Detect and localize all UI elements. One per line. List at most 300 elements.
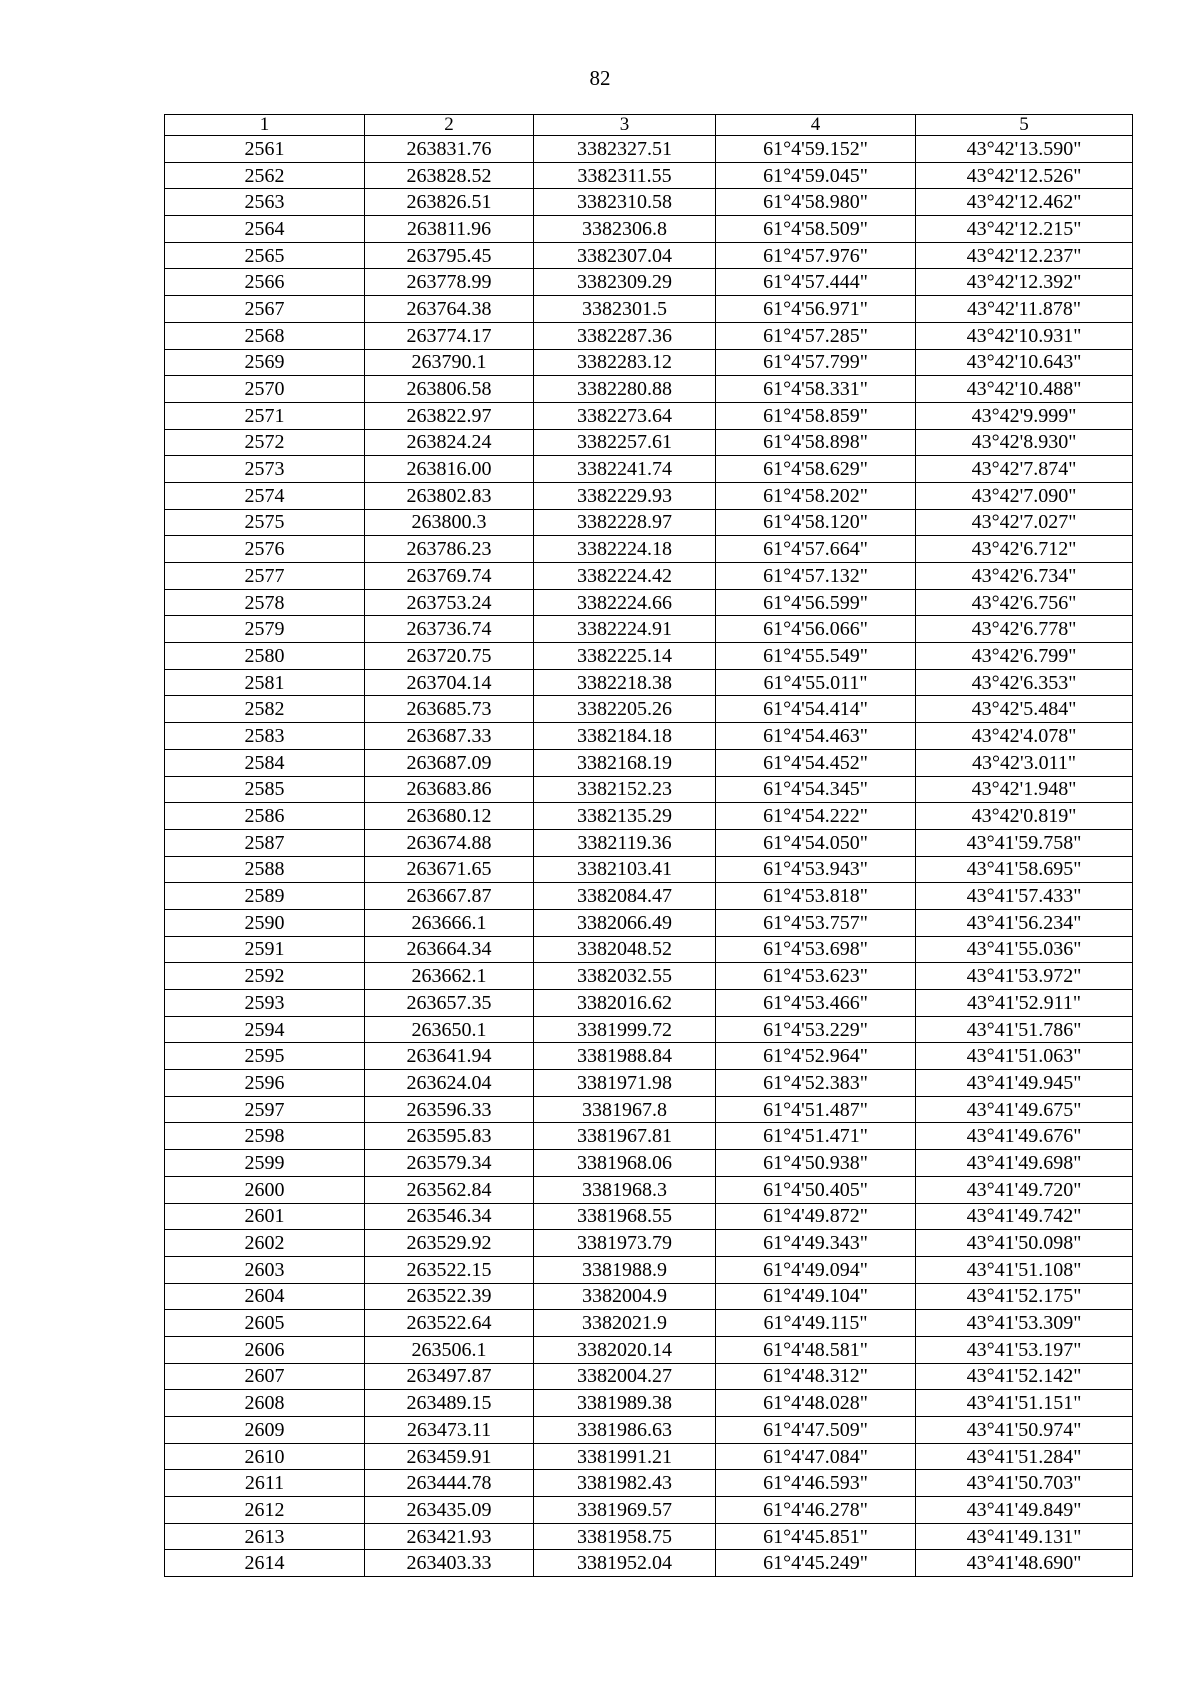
cell-longitude: 61°4'54.414" [716,696,916,723]
cell-point-number: 2565 [165,242,365,269]
cell-point-number: 2580 [165,643,365,670]
table-row [165,563,1133,590]
cell-latitude: 43°41'52.175" [916,1283,1133,1310]
cell-latitude: 43°42'4.078" [916,723,1133,750]
cell-longitude: 61°4'56.599" [716,589,916,616]
table-row [165,456,1133,483]
table-row [165,1443,1133,1470]
cell-x-coordinate: 263816.00 [365,456,534,483]
cell-x-coordinate: 263720.75 [365,643,534,670]
cell-point-number: 2570 [165,376,365,403]
cell-x-coordinate: 263774.17 [365,322,534,349]
cell-latitude: 43°41'49.698" [916,1150,1133,1177]
cell-point-number: 2595 [165,1043,365,1070]
cell-x-coordinate: 263826.51 [365,189,534,216]
cell-x-coordinate: 263674.88 [365,829,534,856]
cell-latitude: 43°41'49.742" [916,1203,1133,1230]
table-row [165,643,1133,670]
cell-longitude: 61°4'54.345" [716,776,916,803]
cell-latitude: 43°42'10.488" [916,376,1133,403]
cell-point-number: 2566 [165,269,365,296]
table-row [165,1363,1133,1390]
cell-y-coordinate: 3381967.81 [534,1123,716,1150]
cell-longitude: 61°4'50.405" [716,1176,916,1203]
cell-point-number: 2561 [165,136,365,163]
cell-x-coordinate: 263579.34 [365,1150,534,1177]
cell-latitude: 43°41'51.786" [916,1016,1133,1043]
cell-point-number: 2563 [165,189,365,216]
cell-point-number: 2601 [165,1203,365,1230]
cell-y-coordinate: 3381971.98 [534,1070,716,1097]
cell-latitude: 43°41'49.849" [916,1497,1133,1524]
cell-x-coordinate: 263650.1 [365,1016,534,1043]
cell-latitude: 43°42'7.027" [916,509,1133,536]
cell-y-coordinate: 3382103.41 [534,856,716,883]
cell-longitude: 61°4'51.471" [716,1123,916,1150]
cell-point-number: 2605 [165,1310,365,1337]
table-row [165,1176,1133,1203]
cell-x-coordinate: 263806.58 [365,376,534,403]
table-row [165,1497,1133,1524]
header-col-3: 3 [534,115,716,136]
cell-longitude: 61°4'54.463" [716,723,916,750]
cell-point-number: 2588 [165,856,365,883]
table-row [165,909,1133,936]
cell-y-coordinate: 3381952.04 [534,1550,716,1577]
cell-y-coordinate: 3382020.14 [534,1336,716,1363]
cell-x-coordinate: 263828.52 [365,162,534,189]
cell-y-coordinate: 3381968.3 [534,1176,716,1203]
cell-latitude: 43°42'7.090" [916,482,1133,509]
cell-point-number: 2572 [165,429,365,456]
cell-point-number: 2583 [165,723,365,750]
cell-point-number: 2594 [165,1016,365,1043]
cell-longitude: 61°4'52.383" [716,1070,916,1097]
cell-point-number: 2593 [165,990,365,1017]
cell-longitude: 61°4'57.285" [716,322,916,349]
table-row [165,1310,1133,1337]
cell-point-number: 2602 [165,1230,365,1257]
table-row [165,936,1133,963]
cell-latitude: 43°41'51.151" [916,1390,1133,1417]
cell-point-number: 2600 [165,1176,365,1203]
cell-y-coordinate: 3382016.62 [534,990,716,1017]
cell-point-number: 2567 [165,296,365,323]
cell-latitude: 43°42'8.930" [916,429,1133,456]
cell-latitude: 43°41'55.036" [916,936,1133,963]
cell-x-coordinate: 263795.45 [365,242,534,269]
cell-y-coordinate: 3382229.93 [534,482,716,509]
cell-longitude: 61°4'59.045" [716,162,916,189]
cell-latitude: 43°42'6.778" [916,616,1133,643]
cell-y-coordinate: 3381982.43 [534,1470,716,1497]
cell-latitude: 43°42'3.011" [916,749,1133,776]
cell-x-coordinate: 263800.3 [365,509,534,536]
cell-longitude: 61°4'50.938" [716,1150,916,1177]
cell-y-coordinate: 3382004.9 [534,1283,716,1310]
cell-y-coordinate: 3382307.04 [534,242,716,269]
table-row [165,296,1133,323]
cell-point-number: 2591 [165,936,365,963]
cell-longitude: 61°4'57.664" [716,536,916,563]
cell-point-number: 2587 [165,829,365,856]
cell-point-number: 2584 [165,749,365,776]
table-row [165,616,1133,643]
table-row [165,349,1133,376]
table-row [165,1123,1133,1150]
cell-latitude: 43°41'49.720" [916,1176,1133,1203]
table-row [165,162,1133,189]
cell-x-coordinate: 263786.23 [365,536,534,563]
table-row [165,669,1133,696]
header-row [165,115,1133,136]
cell-longitude: 61°4'47.084" [716,1443,916,1470]
cell-latitude: 43°41'53.197" [916,1336,1133,1363]
cell-x-coordinate: 263596.33 [365,1096,534,1123]
cell-y-coordinate: 3382184.18 [534,723,716,750]
cell-y-coordinate: 3382310.58 [534,189,716,216]
cell-x-coordinate: 263671.65 [365,856,534,883]
table-row [165,1256,1133,1283]
cell-x-coordinate: 263778.99 [365,269,534,296]
cell-y-coordinate: 3382084.47 [534,883,716,910]
table-row [165,269,1133,296]
cell-longitude: 61°4'53.943" [716,856,916,883]
cell-y-coordinate: 3382205.26 [534,696,716,723]
cell-x-coordinate: 263403.33 [365,1550,534,1577]
cell-latitude: 43°41'51.284" [916,1443,1133,1470]
table-row [165,216,1133,243]
cell-point-number: 2581 [165,669,365,696]
table-row [165,1043,1133,1070]
cell-longitude: 61°4'57.444" [716,269,916,296]
cell-longitude: 61°4'46.593" [716,1470,916,1497]
cell-latitude: 43°42'12.215" [916,216,1133,243]
cell-y-coordinate: 3381958.75 [534,1523,716,1550]
cell-longitude: 61°4'53.698" [716,936,916,963]
cell-longitude: 61°4'49.115" [716,1310,916,1337]
table-row [165,1470,1133,1497]
cell-y-coordinate: 3381969.57 [534,1497,716,1524]
cell-point-number: 2585 [165,776,365,803]
cell-point-number: 2571 [165,402,365,429]
table-row [165,242,1133,269]
cell-longitude: 61°4'49.094" [716,1256,916,1283]
table-row [165,1150,1133,1177]
cell-latitude: 43°41'50.703" [916,1470,1133,1497]
cell-point-number: 2598 [165,1123,365,1150]
cell-latitude: 43°42'12.462" [916,189,1133,216]
cell-y-coordinate: 3382218.38 [534,669,716,696]
cell-x-coordinate: 263753.24 [365,589,534,616]
cell-latitude: 43°41'49.676" [916,1123,1133,1150]
cell-latitude: 43°42'10.931" [916,322,1133,349]
header-col-5: 5 [916,115,1133,136]
cell-point-number: 2610 [165,1443,365,1470]
table-row [165,482,1133,509]
cell-point-number: 2614 [165,1550,365,1577]
cell-x-coordinate: 263595.83 [365,1123,534,1150]
table-row [165,376,1133,403]
cell-point-number: 2564 [165,216,365,243]
cell-longitude: 61°4'58.980" [716,189,916,216]
cell-longitude: 61°4'53.623" [716,963,916,990]
cell-x-coordinate: 263459.91 [365,1443,534,1470]
table-row [165,1417,1133,1444]
cell-latitude: 43°41'49.675" [916,1096,1133,1123]
cell-y-coordinate: 3382225.14 [534,643,716,670]
cell-longitude: 61°4'58.202" [716,482,916,509]
table-row [165,803,1133,830]
table-row [165,856,1133,883]
cell-x-coordinate: 263687.09 [365,749,534,776]
cell-point-number: 2573 [165,456,365,483]
cell-y-coordinate: 3382241.74 [534,456,716,483]
cell-point-number: 2609 [165,1417,365,1444]
table-row [165,1336,1133,1363]
cell-x-coordinate: 263683.86 [365,776,534,803]
cell-latitude: 43°42'12.526" [916,162,1133,189]
cell-point-number: 2577 [165,563,365,590]
cell-y-coordinate: 3381999.72 [534,1016,716,1043]
cell-point-number: 2590 [165,909,365,936]
cell-longitude: 61°4'48.028" [716,1390,916,1417]
table-row [165,1390,1133,1417]
cell-x-coordinate: 263704.14 [365,669,534,696]
cell-longitude: 61°4'49.104" [716,1283,916,1310]
cell-y-coordinate: 3381991.21 [534,1443,716,1470]
cell-y-coordinate: 3382311.55 [534,162,716,189]
table-row [165,1283,1133,1310]
cell-x-coordinate: 263522.64 [365,1310,534,1337]
cell-longitude: 61°4'45.249" [716,1550,916,1577]
cell-x-coordinate: 263764.38 [365,296,534,323]
table-row [165,589,1133,616]
cell-y-coordinate: 3382021.9 [534,1310,716,1337]
cell-y-coordinate: 3382301.5 [534,296,716,323]
cell-latitude: 43°41'53.972" [916,963,1133,990]
cell-y-coordinate: 3382257.61 [534,429,716,456]
cell-y-coordinate: 3381989.38 [534,1390,716,1417]
cell-longitude: 61°4'55.011" [716,669,916,696]
table-row [165,1523,1133,1550]
cell-longitude: 61°4'53.818" [716,883,916,910]
table-row [165,136,1133,163]
cell-latitude: 43°41'51.108" [916,1256,1133,1283]
table-row [165,509,1133,536]
cell-y-coordinate: 3381986.63 [534,1417,716,1444]
cell-point-number: 2611 [165,1470,365,1497]
cell-point-number: 2574 [165,482,365,509]
cell-point-number: 2589 [165,883,365,910]
cell-latitude: 43°42'7.874" [916,456,1133,483]
cell-latitude: 43°42'9.999" [916,402,1133,429]
cell-latitude: 43°41'52.142" [916,1363,1133,1390]
cell-x-coordinate: 263662.1 [365,963,534,990]
cell-x-coordinate: 263473.11 [365,1417,534,1444]
header-col-1: 1 [165,115,365,136]
table-row [165,749,1133,776]
table-row [165,402,1133,429]
cell-point-number: 2579 [165,616,365,643]
cell-y-coordinate: 3382066.49 [534,909,716,936]
cell-longitude: 61°4'55.549" [716,643,916,670]
table-header [165,115,1133,136]
cell-latitude: 43°42'6.712" [916,536,1133,563]
cell-point-number: 2569 [165,349,365,376]
cell-longitude: 61°4'51.487" [716,1096,916,1123]
cell-y-coordinate: 3382135.29 [534,803,716,830]
table-row [165,829,1133,856]
cell-longitude: 61°4'46.278" [716,1497,916,1524]
cell-y-coordinate: 3382168.19 [534,749,716,776]
cell-y-coordinate: 3381968.55 [534,1203,716,1230]
table-row [165,429,1133,456]
cell-point-number: 2612 [165,1497,365,1524]
cell-x-coordinate: 263435.09 [365,1497,534,1524]
cell-latitude: 43°41'52.911" [916,990,1133,1017]
cell-y-coordinate: 3382273.64 [534,402,716,429]
cell-longitude: 61°4'57.799" [716,349,916,376]
cell-x-coordinate: 263421.93 [365,1523,534,1550]
cell-longitude: 61°4'58.331" [716,376,916,403]
cell-point-number: 2597 [165,1096,365,1123]
table-row [165,990,1133,1017]
cell-y-coordinate: 3382309.29 [534,269,716,296]
cell-longitude: 61°4'53.466" [716,990,916,1017]
cell-x-coordinate: 263822.97 [365,402,534,429]
cell-x-coordinate: 263831.76 [365,136,534,163]
cell-longitude: 61°4'58.120" [716,509,916,536]
coordinates-table [164,114,1133,1577]
cell-longitude: 61°4'57.132" [716,563,916,590]
cell-latitude: 43°42'12.237" [916,242,1133,269]
cell-x-coordinate: 263641.94 [365,1043,534,1070]
cell-latitude: 43°41'53.309" [916,1310,1133,1337]
cell-latitude: 43°41'51.063" [916,1043,1133,1070]
cell-longitude: 61°4'49.343" [716,1230,916,1257]
table-row [165,883,1133,910]
cell-longitude: 61°4'54.222" [716,803,916,830]
cell-point-number: 2592 [165,963,365,990]
table-row [165,1096,1133,1123]
cell-latitude: 43°42'6.756" [916,589,1133,616]
cell-latitude: 43°41'48.690" [916,1550,1133,1577]
cell-y-coordinate: 3381988.84 [534,1043,716,1070]
cell-x-coordinate: 263666.1 [365,909,534,936]
cell-y-coordinate: 3382327.51 [534,136,716,163]
cell-x-coordinate: 263667.87 [365,883,534,910]
cell-longitude: 61°4'57.976" [716,242,916,269]
table-row [165,963,1133,990]
cell-y-coordinate: 3382287.36 [534,322,716,349]
table-row [165,1230,1133,1257]
cell-y-coordinate: 3382280.88 [534,376,716,403]
cell-latitude: 43°41'56.234" [916,909,1133,936]
cell-x-coordinate: 263522.15 [365,1256,534,1283]
cell-point-number: 2607 [165,1363,365,1390]
cell-point-number: 2606 [165,1336,365,1363]
cell-point-number: 2608 [165,1390,365,1417]
cell-longitude: 61°4'53.757" [716,909,916,936]
cell-y-coordinate: 3381968.06 [534,1150,716,1177]
cell-longitude: 61°4'52.964" [716,1043,916,1070]
header-col-2: 2 [365,115,534,136]
cell-y-coordinate: 3382224.66 [534,589,716,616]
cell-point-number: 2596 [165,1070,365,1097]
cell-latitude: 43°42'10.643" [916,349,1133,376]
cell-latitude: 43°41'50.098" [916,1230,1133,1257]
table-row [165,1550,1133,1577]
cell-x-coordinate: 263489.15 [365,1390,534,1417]
cell-y-coordinate: 3382119.36 [534,829,716,856]
cell-x-coordinate: 263790.1 [365,349,534,376]
table-row [165,1016,1133,1043]
cell-point-number: 2576 [165,536,365,563]
cell-latitude: 43°41'59.758" [916,829,1133,856]
page-number: 82 [589,66,611,90]
cell-y-coordinate: 3382228.97 [534,509,716,536]
cell-y-coordinate: 3382224.91 [534,616,716,643]
cell-y-coordinate: 3382224.42 [534,563,716,590]
table-row [165,723,1133,750]
cell-longitude: 61°4'58.898" [716,429,916,456]
cell-longitude: 61°4'56.066" [716,616,916,643]
cell-y-coordinate: 3382004.27 [534,1363,716,1390]
cell-point-number: 2568 [165,322,365,349]
table-row [165,776,1133,803]
cell-x-coordinate: 263680.12 [365,803,534,830]
cell-x-coordinate: 263769.74 [365,563,534,590]
cell-longitude: 61°4'47.509" [716,1417,916,1444]
cell-longitude: 61°4'53.229" [716,1016,916,1043]
cell-x-coordinate: 263506.1 [365,1336,534,1363]
table-body [165,136,1133,1577]
cell-y-coordinate: 3381973.79 [534,1230,716,1257]
cell-latitude: 43°42'11.878" [916,296,1133,323]
cell-point-number: 2604 [165,1283,365,1310]
cell-point-number: 2613 [165,1523,365,1550]
cell-x-coordinate: 263736.74 [365,616,534,643]
table-row [165,1203,1133,1230]
cell-x-coordinate: 263802.83 [365,482,534,509]
cell-latitude: 43°41'58.695" [916,856,1133,883]
cell-longitude: 61°4'58.859" [716,402,916,429]
cell-longitude: 61°4'45.851" [716,1523,916,1550]
cell-longitude: 61°4'56.971" [716,296,916,323]
cell-point-number: 2599 [165,1150,365,1177]
cell-latitude: 43°41'57.433" [916,883,1133,910]
cell-latitude: 43°42'5.484" [916,696,1133,723]
cell-point-number: 2586 [165,803,365,830]
cell-longitude: 61°4'58.629" [716,456,916,483]
table-row [165,696,1133,723]
cell-latitude: 43°42'6.799" [916,643,1133,670]
cell-x-coordinate: 263824.24 [365,429,534,456]
cell-longitude: 61°4'48.581" [716,1336,916,1363]
cell-y-coordinate: 3382306.8 [534,216,716,243]
cell-point-number: 2603 [165,1256,365,1283]
cell-x-coordinate: 263657.35 [365,990,534,1017]
cell-x-coordinate: 263687.33 [365,723,534,750]
cell-x-coordinate: 263444.78 [365,1470,534,1497]
cell-y-coordinate: 3381967.8 [534,1096,716,1123]
cell-latitude: 43°42'1.948" [916,776,1133,803]
cell-x-coordinate: 263529.92 [365,1230,534,1257]
cell-y-coordinate: 3382048.52 [534,936,716,963]
cell-x-coordinate: 263522.39 [365,1283,534,1310]
header-col-4: 4 [716,115,916,136]
